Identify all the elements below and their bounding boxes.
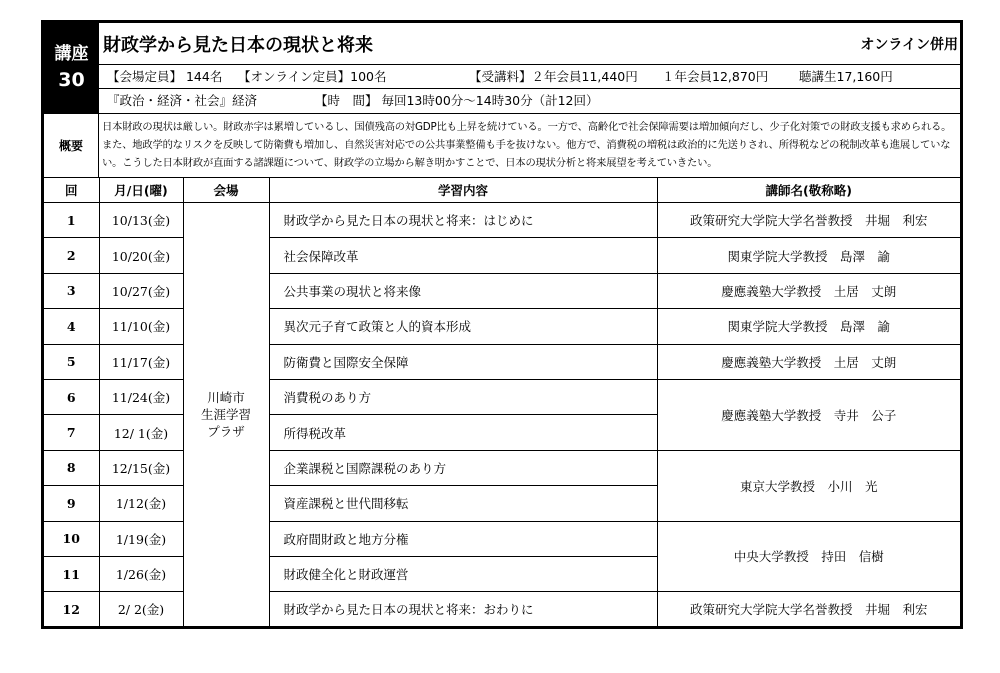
session-topic: 政府間財政と地方分権 <box>269 521 657 556</box>
session-date: 10/27(金) <box>99 273 183 308</box>
course-badge <box>44 23 99 113</box>
session-topic: 所得税改革 <box>269 415 657 450</box>
session-topic: 財政健全化と財政運営 <box>269 556 657 591</box>
overview-section <box>44 113 960 178</box>
session-topic: 財政学から見た日本の現状と将来：はじめに <box>269 203 657 238</box>
session-topic: 公共事業の現状と将来像 <box>269 273 657 308</box>
session-topic: 異次元子育て政策と人的資本形成 <box>269 309 657 344</box>
table-row <box>44 592 960 627</box>
table-row <box>44 521 960 556</box>
course-title: 財政学から見た日本の現状と将来 <box>103 35 373 56</box>
session-date: 2/ 2(金) <box>99 592 183 627</box>
lecturer-name: 中央大学教授 持田 信樹 <box>657 521 960 592</box>
session-number: 4 <box>44 309 99 344</box>
table-row <box>44 273 960 308</box>
fee-one-year: １年会員12,870円 <box>662 69 769 84</box>
capacity-venue: 【会場定員】 144名 <box>107 69 223 84</box>
session-number: 6 <box>44 379 99 414</box>
schedule-header-row <box>44 178 960 203</box>
overview-text: 日本財政の現状は厳しい。財政赤字は累増しているし、国債残高の対GDP比も上昇を続けている。一方で、高齢化で社会保障需要は増加傾向だし、少子化対策での財政支援も求められる。また、地政学的なリスクを反映して防衛費も増加し、自然災害対応での公共事業整備も手を抜けない。他方で、消費税の増税は政治的に先送りされ、所得税などの税制改革も進展していない。こうした日本財政が直面する諸課題について、財政学の立場から解き明かすことで、日本の現状分析と将来展望を考えていきたい。 <box>102 121 952 169</box>
lecturer-name: 政策研究大学院大学名誉教授 井堀 利宏 <box>657 592 960 627</box>
session-topic: 資産課税と世代間移転 <box>269 486 657 521</box>
capacity-online: 【オンライン定員】100名 <box>238 69 387 84</box>
header-topic: 学習内容 <box>269 178 657 203</box>
session-number: 10 <box>44 521 99 556</box>
table-row <box>44 238 960 273</box>
lecturer-name: 慶應義塾大学教授 土居 丈朗 <box>657 273 960 308</box>
lecturer-name: 慶應義塾大学教授 土居 丈朗 <box>657 344 960 379</box>
course-frame <box>41 20 963 629</box>
header-date: 月/日(曜) <box>99 178 183 203</box>
session-number: 7 <box>44 415 99 450</box>
venue-cell <box>183 203 269 627</box>
session-date: 11/17(金) <box>99 344 183 379</box>
venue-line: プラザ <box>207 424 245 440</box>
schedule-table <box>44 178 960 627</box>
venue-line: 川崎市 <box>207 390 245 406</box>
session-topic: 消費税のあり方 <box>269 379 657 414</box>
badge-number: 30 <box>58 69 85 91</box>
venue-line: 生涯学習 <box>200 407 251 423</box>
course-category: 『政治・経済・社会』経済 <box>107 93 258 108</box>
lecturer-name: 関東学院大学教授 島澤 諭 <box>657 309 960 344</box>
lecturer-name: 政策研究大学院大学名誉教授 井堀 利宏 <box>657 203 960 238</box>
header-venue: 会場 <box>183 178 269 203</box>
fee-auditor: 聴講生17,160円 <box>799 69 893 84</box>
fee-two-year: 【受講料】２年会員11,440円 <box>469 69 638 84</box>
session-number: 1 <box>44 203 99 238</box>
table-row <box>44 379 960 414</box>
session-number: 3 <box>44 273 99 308</box>
session-number: 9 <box>44 486 99 521</box>
session-date: 1/12(金) <box>99 486 183 521</box>
session-number: 12 <box>44 592 99 627</box>
session-date: 12/15(金) <box>99 450 183 485</box>
lecturer-name: 関東学院大学教授 島澤 諭 <box>657 238 960 273</box>
badge-label: 講座 <box>54 44 89 64</box>
session-number: 11 <box>44 556 99 591</box>
session-date: 10/13(金) <box>99 203 183 238</box>
session-number: 8 <box>44 450 99 485</box>
session-number: 2 <box>44 238 99 273</box>
course-header <box>44 23 960 113</box>
title-row <box>99 23 960 65</box>
session-date: 1/26(金) <box>99 556 183 591</box>
lecturer-name: 慶應義塾大学教授 寺井 公子 <box>657 379 960 450</box>
session-date: 12/ 1(金) <box>99 415 183 450</box>
session-date: 10/20(金) <box>99 238 183 273</box>
header-lecturer: 講師名(敬称略) <box>657 178 960 203</box>
online-tag: オンライン併用 <box>860 37 958 53</box>
session-topic: 防衛費と国際安全保障 <box>269 344 657 379</box>
session-topic: 企業課税と国際課税のあり方 <box>269 450 657 485</box>
header-no: 回 <box>44 178 99 203</box>
session-topic: 社会保障改革 <box>269 238 657 273</box>
lecturer-name: 東京大学教授 小川 光 <box>657 450 960 521</box>
course-time: 【時 間】 毎回13時00分～14時30分（計12回） <box>315 93 599 108</box>
info-row-capacity-fee <box>99 65 960 89</box>
session-date: 11/10(金) <box>99 309 183 344</box>
table-row <box>44 309 960 344</box>
table-row <box>44 203 960 238</box>
session-date: 1/19(金) <box>99 521 183 556</box>
session-date: 11/24(金) <box>99 379 183 414</box>
info-row-category-time <box>99 89 960 113</box>
session-number: 5 <box>44 344 99 379</box>
session-topic: 財政学から見た日本の現状と将来：おわりに <box>269 592 657 627</box>
table-row <box>44 450 960 485</box>
table-row <box>44 344 960 379</box>
overview-label: 概要 <box>44 114 99 177</box>
